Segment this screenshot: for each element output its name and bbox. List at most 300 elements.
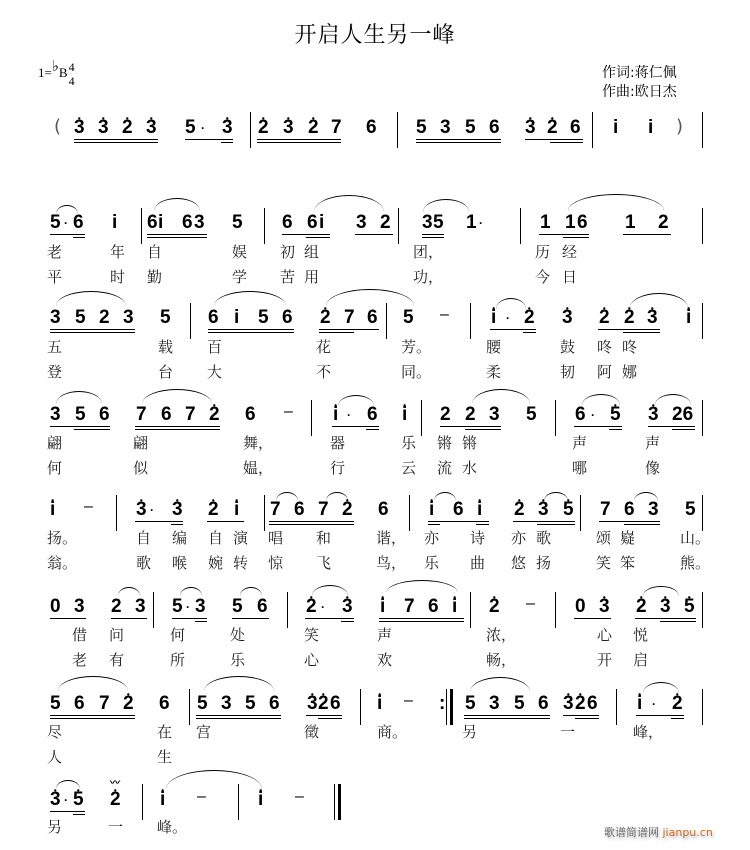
note: 6	[208, 307, 219, 328]
beam	[671, 718, 684, 719]
note: • 2	[258, 118, 269, 138]
dot: ·	[64, 216, 68, 230]
note: 3	[123, 307, 134, 328]
beam	[269, 521, 354, 522]
note: • 3	[562, 308, 573, 328]
note: • i	[380, 597, 385, 617]
beam	[609, 429, 622, 430]
slur	[386, 580, 458, 593]
slur	[496, 298, 526, 309]
note: 2	[99, 307, 110, 328]
barline	[702, 400, 703, 436]
beam	[208, 332, 294, 333]
dash: –	[284, 403, 293, 420]
note: • 3	[563, 694, 574, 714]
note: i	[234, 307, 240, 328]
note: • 3	[74, 118, 85, 138]
slur	[58, 676, 128, 691]
note: 6	[366, 117, 377, 138]
note: 3	[50, 307, 61, 328]
note: 6	[330, 693, 341, 714]
beam	[74, 139, 158, 140]
note: 6	[453, 499, 464, 520]
repeat-barline	[446, 689, 453, 725]
dot: ·	[201, 121, 205, 135]
note: 2	[658, 212, 669, 233]
lyric: 韧	[560, 363, 576, 381]
beam	[50, 329, 135, 330]
beam	[185, 139, 233, 140]
lyric: 喉	[172, 554, 188, 572]
beam	[537, 524, 575, 525]
beam	[428, 521, 489, 522]
trill-ornament-icon: 〰	[110, 778, 119, 789]
lyric: 自	[136, 529, 152, 547]
note: • 2	[624, 308, 635, 328]
note: 7	[404, 596, 415, 617]
note: 7	[185, 404, 196, 425]
lyric: 处	[230, 626, 246, 644]
note: • i	[637, 694, 642, 714]
lyric: 转	[233, 554, 249, 572]
note: 6	[245, 404, 256, 425]
barline	[421, 400, 422, 436]
note: • 3	[283, 118, 294, 138]
beam	[50, 715, 135, 716]
note: • 5	[563, 500, 574, 520]
lyric: 云	[401, 459, 417, 477]
dot: ·	[347, 408, 351, 422]
note: • 3	[146, 118, 157, 138]
note: i	[613, 117, 619, 138]
slur	[643, 586, 679, 596]
note: • 2	[489, 597, 500, 617]
lyric: 腰	[486, 338, 502, 356]
barline	[360, 689, 361, 725]
lyric: 不	[316, 363, 332, 381]
lyric: 自	[208, 529, 224, 547]
note: • i	[452, 597, 457, 617]
barline	[702, 495, 703, 531]
lyric: 阿	[597, 363, 613, 381]
beam	[207, 521, 244, 522]
note: • 3	[172, 500, 183, 520]
beam	[74, 142, 158, 143]
slur	[423, 199, 469, 212]
note: 0	[575, 596, 586, 617]
beam	[196, 718, 281, 719]
beam	[50, 718, 135, 719]
barline	[264, 208, 265, 244]
note: 6	[577, 212, 588, 233]
lyric: 乐	[230, 651, 246, 669]
dot: ·	[506, 311, 510, 325]
watermark-domain: jianpu.cn	[662, 826, 713, 839]
beam	[422, 237, 444, 238]
note: 5	[172, 596, 183, 617]
barline	[250, 112, 251, 148]
beam	[379, 618, 464, 619]
key-prefix: 1=	[38, 64, 52, 80]
note: • i	[160, 790, 165, 810]
beam	[623, 234, 671, 235]
lyric: 亦	[424, 529, 440, 547]
close-paren: )	[676, 116, 684, 137]
barline	[702, 303, 703, 339]
lyricist: 作词:蒋仁佩	[602, 65, 677, 81]
barline	[153, 592, 154, 628]
beam	[660, 621, 696, 622]
note: • 2	[209, 405, 220, 425]
note: 6	[147, 212, 158, 233]
barline	[189, 689, 190, 725]
beam	[550, 142, 583, 143]
lyric: 笑	[596, 554, 612, 572]
slur	[166, 770, 262, 789]
note: • i	[477, 500, 482, 520]
note: 3	[489, 404, 500, 425]
lyric: 悦	[633, 626, 649, 644]
note: 6	[587, 693, 598, 714]
lyric: 老	[72, 651, 88, 669]
beam	[306, 715, 342, 716]
note: 5	[50, 212, 61, 233]
barline	[702, 112, 703, 148]
barline	[470, 592, 471, 628]
barline	[592, 112, 593, 148]
slur	[154, 198, 200, 211]
beam	[50, 234, 85, 235]
note: 5	[245, 693, 256, 714]
lyric: 哪	[572, 459, 588, 477]
lyric: 谐，	[376, 529, 407, 547]
note: • i	[258, 790, 263, 810]
beam	[672, 429, 695, 430]
lyric: 像	[645, 459, 661, 477]
lyric: 颂	[596, 529, 612, 547]
lyric: 一	[560, 723, 576, 741]
lyric: 曲	[470, 554, 486, 572]
beam	[135, 521, 183, 522]
lyric: 一	[108, 818, 124, 836]
note: 3	[135, 596, 146, 617]
dot: ·	[591, 408, 595, 422]
lyric: 心	[304, 651, 320, 669]
note: 6	[428, 596, 439, 617]
note: 6	[73, 212, 84, 233]
time-signature	[69, 60, 75, 88]
lyric: 锵	[437, 434, 453, 452]
dot: ·	[479, 216, 483, 230]
note: 5	[258, 307, 269, 328]
barline	[264, 495, 265, 531]
beam	[282, 234, 330, 235]
note: • 2	[636, 597, 647, 617]
note: 3	[50, 404, 61, 425]
lyric: 嶷	[620, 529, 636, 547]
dot: ·	[321, 600, 325, 614]
credits	[602, 64, 677, 102]
lyric: 徵	[304, 723, 320, 741]
note: 6	[74, 693, 85, 714]
lyric: 咚	[622, 338, 638, 356]
slur	[142, 389, 212, 404]
beam	[574, 618, 611, 619]
note: • 3	[648, 405, 659, 425]
beam	[111, 618, 147, 619]
note: 1	[565, 212, 576, 233]
beam	[575, 718, 599, 719]
beam	[539, 234, 589, 235]
lyric: 编	[172, 529, 188, 547]
lyric: 用	[304, 268, 320, 286]
beam	[440, 426, 501, 427]
note: 6	[378, 499, 389, 520]
slur	[240, 587, 262, 596]
note: 0	[50, 596, 61, 617]
note: 5	[232, 596, 243, 617]
beam	[599, 521, 660, 522]
note: i	[319, 212, 325, 233]
beam	[306, 237, 330, 238]
barline	[520, 208, 521, 244]
beam	[635, 618, 696, 619]
note: • 5	[610, 405, 621, 425]
barline	[702, 689, 703, 725]
beam	[50, 332, 135, 333]
beam	[648, 426, 695, 427]
lyric: 生	[157, 748, 173, 766]
dash: –	[440, 306, 449, 323]
beam	[623, 332, 660, 333]
note: • 2	[208, 500, 219, 520]
lyric: 亦	[511, 529, 527, 547]
note: 7	[270, 499, 281, 520]
note: • 2	[318, 694, 329, 714]
beam	[171, 524, 183, 525]
beam	[319, 332, 354, 333]
note: 3	[195, 596, 206, 617]
beam	[172, 618, 207, 619]
note: 6	[99, 404, 110, 425]
note: 5	[185, 117, 196, 138]
lyric: 歌	[536, 529, 552, 547]
barline	[616, 689, 617, 725]
lyric: 似	[133, 459, 149, 477]
beam	[574, 426, 622, 427]
barline	[398, 208, 399, 244]
note: • 5	[73, 790, 84, 810]
note: • 2	[514, 500, 525, 520]
dot: ·	[64, 793, 68, 807]
note: • 3	[307, 694, 318, 714]
note: • 2	[547, 118, 558, 138]
barline	[580, 495, 581, 531]
slur	[312, 585, 348, 596]
beam	[208, 329, 294, 330]
beam	[319, 329, 379, 330]
lyric: 历	[535, 243, 551, 261]
beam	[476, 524, 489, 525]
beam	[257, 139, 341, 140]
beam	[598, 329, 660, 330]
note: 3	[194, 212, 205, 233]
lyric: 歌	[136, 554, 152, 572]
note: • 2	[122, 118, 133, 138]
lyric: 初	[280, 243, 296, 261]
note: 6	[294, 499, 305, 520]
note: i	[112, 212, 118, 233]
lyric: 功，	[413, 268, 444, 286]
lyric: 芳。	[401, 338, 432, 356]
lyric: 媪，	[243, 459, 274, 477]
note: 7	[331, 117, 342, 138]
lyric: 翩	[47, 434, 63, 452]
slur	[180, 587, 202, 596]
note: 3	[356, 212, 367, 233]
note: • 2	[524, 308, 535, 328]
note: • i	[402, 405, 407, 425]
note: 5	[75, 404, 86, 425]
barline	[238, 784, 239, 820]
note: 6	[367, 307, 378, 328]
lyric: 台	[158, 363, 174, 381]
lyric: 笑	[304, 626, 320, 644]
note: 5	[526, 404, 537, 425]
barline	[386, 303, 387, 339]
note: • i	[234, 500, 239, 520]
lyric: 声	[377, 626, 393, 644]
lyric: 另	[47, 818, 63, 836]
slur	[326, 289, 414, 306]
lyric: 咚	[597, 338, 613, 356]
lyric: 在	[157, 723, 173, 741]
dash: –	[404, 692, 413, 709]
slur	[314, 195, 384, 212]
beam	[73, 814, 85, 815]
note: 5	[465, 693, 476, 714]
lyric: 有	[109, 651, 125, 669]
note: 3	[489, 693, 500, 714]
lyric: 声	[645, 434, 661, 452]
note: 5	[232, 212, 243, 233]
note: 6	[570, 117, 581, 138]
beam	[195, 621, 207, 622]
lyric: 熊。	[680, 554, 711, 572]
note: 5	[197, 693, 208, 714]
slur	[118, 587, 140, 596]
note: • 3	[342, 597, 353, 617]
lyric: 同。	[401, 363, 432, 381]
beam	[355, 234, 393, 235]
note: 3	[648, 499, 659, 520]
lyric: 人	[47, 748, 63, 766]
note: • 2	[575, 694, 586, 714]
lyric: 器	[330, 434, 346, 452]
note: 6	[575, 404, 586, 425]
lyric: 翁。	[47, 554, 78, 572]
beam	[428, 524, 440, 525]
note: 6	[282, 212, 293, 233]
barline	[287, 592, 288, 628]
note: 6	[307, 212, 318, 233]
lyric: 经	[562, 243, 578, 261]
beam	[465, 429, 501, 430]
note: 5	[465, 117, 476, 138]
barline	[409, 495, 410, 531]
note: i	[158, 212, 164, 233]
note: • i	[491, 308, 496, 328]
slur	[56, 391, 102, 404]
note: • 5	[684, 597, 695, 617]
lyric: 载	[158, 338, 174, 356]
beam	[257, 142, 341, 143]
note: • 3	[538, 500, 549, 520]
barline	[555, 592, 556, 628]
note: • 2	[306, 597, 317, 617]
time-top: 4	[68, 60, 75, 74]
lyric: 柔	[486, 363, 502, 381]
lyric: 峰。	[157, 818, 188, 836]
lyric: 山。	[680, 529, 711, 547]
lyric: 宫	[196, 723, 212, 741]
lyric: 翩	[133, 434, 149, 452]
lyric: 欢	[377, 651, 393, 669]
lyric: 和	[316, 529, 332, 547]
lyric: 商。	[377, 723, 408, 741]
watermark-text: 歌谱简谱网	[604, 826, 659, 839]
note: 6	[367, 404, 378, 425]
note: • 2	[320, 308, 331, 328]
note: 1	[466, 212, 477, 233]
note: 2	[440, 404, 451, 425]
note: • i	[50, 500, 55, 520]
song-title: 开启人生另一峰	[294, 23, 456, 48]
note: 5	[685, 499, 696, 520]
lyric: 何	[170, 626, 186, 644]
note: • 2	[672, 694, 683, 714]
lyric: 浓，	[486, 626, 517, 644]
beam	[232, 618, 269, 619]
lyric: 唱	[268, 529, 284, 547]
lyric: 勤	[147, 268, 163, 286]
lyric: 悠	[511, 554, 527, 572]
time-bottom: 4	[68, 74, 75, 88]
note: • 3	[136, 500, 147, 520]
beam	[379, 621, 464, 622]
slur	[204, 676, 274, 691]
lyric: 笨	[620, 554, 636, 572]
beam	[464, 715, 550, 716]
lyric: 登	[47, 363, 63, 381]
beam	[135, 426, 220, 427]
lyric: 扬	[536, 554, 552, 572]
lyric: 平	[47, 268, 63, 286]
lyric: 学	[232, 268, 248, 286]
note: 6	[489, 117, 500, 138]
lyric: 锵	[462, 434, 478, 452]
lyric: 婉	[208, 554, 224, 572]
composer: 作曲:欧日杰	[602, 84, 677, 100]
note: • i	[333, 405, 338, 425]
barline	[142, 784, 143, 820]
note: • 2	[308, 118, 319, 138]
note: 26	[672, 404, 694, 425]
note: 2	[380, 212, 391, 233]
beam	[416, 142, 501, 143]
beam	[147, 234, 207, 235]
note: 6	[161, 404, 172, 425]
